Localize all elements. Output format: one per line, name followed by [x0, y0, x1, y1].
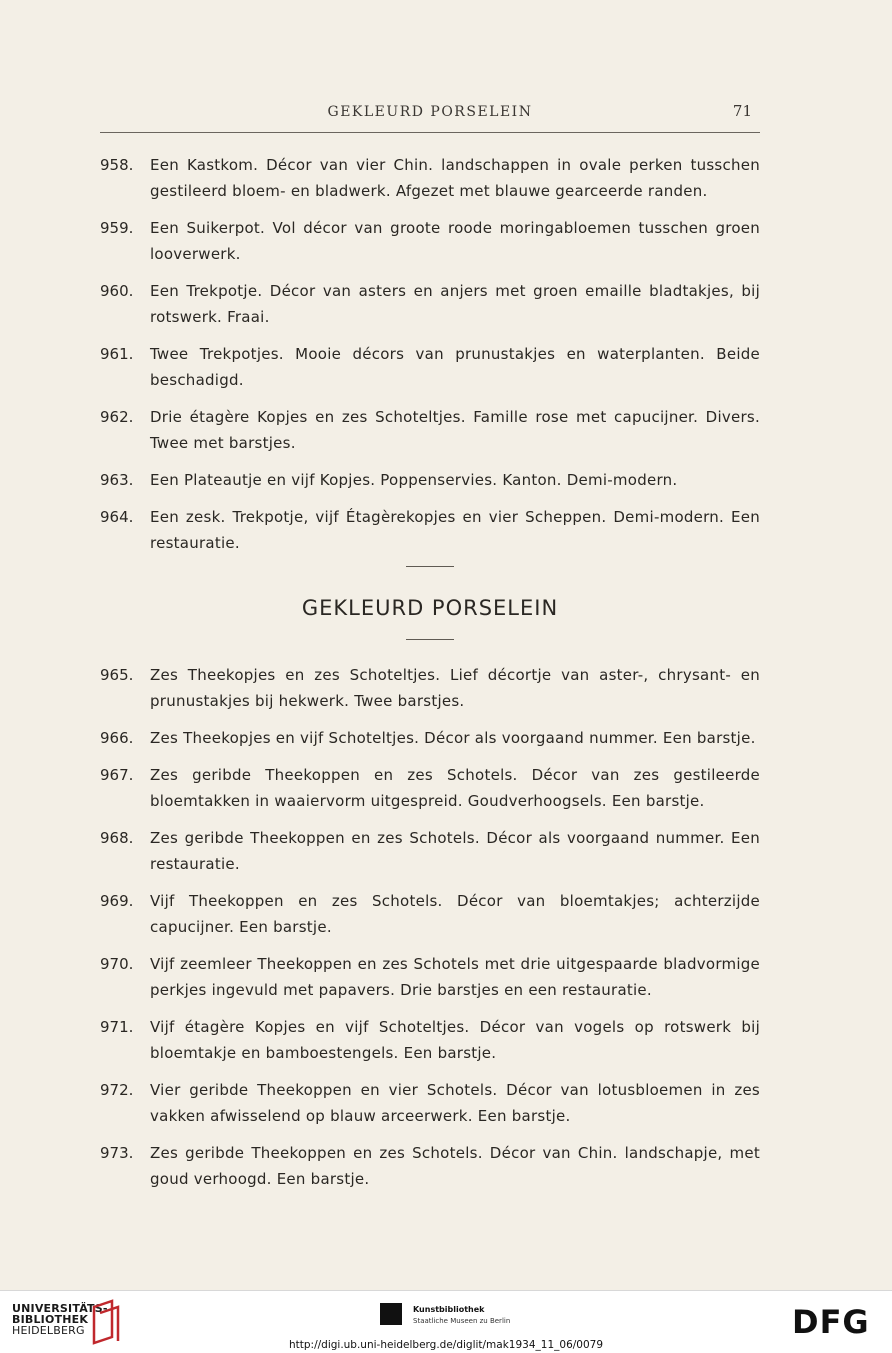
entry-text: Een Suikerpot. Vol décor van groote roode moringabloemen tusschen groen looverwerk. — [150, 219, 760, 263]
entry-number: 960. — [100, 282, 134, 300]
entry-number: 973. — [100, 1144, 134, 1162]
ub-logo-line: UNIVERSITÄTS- — [12, 1302, 108, 1315]
entry-number: 970. — [100, 955, 134, 973]
list-item — [100, 1140, 760, 1192]
running-head — [100, 100, 760, 124]
entry-number: 958. — [100, 156, 134, 174]
list-item — [100, 152, 760, 204]
entry-number: 965. — [100, 666, 134, 684]
ub-logo-line: HEIDELBERG — [12, 1324, 85, 1337]
header-rule — [100, 132, 760, 133]
entry-text: Zes geribde Theekoppen en zes Schotels. Décor van zes gestileerde bloemtakken in waaiervorm uitgespreid. Goudverhoogsels. Een barstje. — [150, 766, 760, 810]
section-divider-bottom — [406, 639, 454, 640]
entry-text: Zes Theekopjes en vijf Schoteltjes. Décor als voorgaand nummer. Een barstje. — [150, 729, 756, 747]
entry-text: Vier geribde Theekoppen en vier Schotels. Décor van lotusbloemen in zes vakken afwisselend op blauw arceerwerk. Een barstje. — [150, 1081, 760, 1125]
ub-logo-line: BIBLIOTHEK — [12, 1313, 89, 1326]
entry-text: Een Kastkom. Décor van vier Chin. landschappen in ovale perken tusschen gestileerd bloem- en bladwerk. Afgezet met blauwe gearceerde randen. — [150, 156, 760, 200]
entry-number: 969. — [100, 892, 134, 910]
entry-text: Twee Trekpotjes. Mooie décors van prunustakjes en waterplanten. Beide beschadigd. — [150, 345, 760, 389]
list-item — [100, 762, 760, 814]
section-title: GEKLEURD PORSELEIN — [301, 596, 559, 620]
list-item — [100, 1014, 760, 1066]
entry-number: 966. — [100, 729, 134, 747]
entry-text: Zes Theekopjes en zes Schoteltjes. Lief décortje van aster-, chrysant- en prunustakjes bij hekwerk. Twee barstjes. — [150, 666, 760, 710]
running-head-title: GEKLEURD PORSELEIN — [327, 104, 533, 120]
entry-number: 964. — [100, 508, 134, 526]
entry-list-top — [100, 152, 760, 567]
entry-number: 961. — [100, 345, 134, 363]
list-item — [100, 1077, 760, 1129]
source-url[interactable]: http://digi.ub.uni-heidelberg.de/diglit/mak1934_11_06/0079 — [288, 1339, 604, 1351]
dfg-logo[interactable]: DFG — [792, 1303, 870, 1341]
list-item — [100, 215, 760, 267]
list-item — [100, 404, 760, 456]
entry-text: Zes geribde Theekoppen en zes Schotels. Décor van Chin. landschapje, met goud verhoogd. Een barstje. — [150, 1144, 760, 1188]
entry-text: Zes geribde Theekoppen en zes Schotels. Décor als voorgaand nummer. Een restauratie. — [150, 829, 760, 873]
entry-number: 962. — [100, 408, 134, 426]
list-item — [100, 504, 760, 556]
entry-text: Een Trekpotje. Décor van asters en anjers met groen emaille bladtakjes, bij rotswerk. Fraai. — [150, 282, 760, 326]
entry-text: Een Plateautje en vijf Kopjes. Poppenservies. Kanton. Demi-modern. — [150, 471, 678, 489]
list-item — [100, 888, 760, 940]
list-item — [100, 725, 760, 751]
entry-number: 968. — [100, 829, 134, 847]
entry-number: 971. — [100, 1018, 134, 1036]
list-item — [100, 341, 760, 393]
kunstbibliothek-name: Kunstbibliothek — [413, 1305, 485, 1314]
ub-book-icon — [90, 1297, 122, 1345]
entry-text: Vijf étagère Kopjes en vijf Schoteltjes. Décor van vogels op rotswerk bij bloemtakje en bamboestengels. Een barstje. — [150, 1018, 760, 1062]
list-item — [100, 662, 760, 714]
entry-list-bottom — [100, 662, 760, 1203]
kunstbibliothek-icon — [380, 1303, 402, 1325]
entry-number: 959. — [100, 219, 134, 237]
entry-text: Drie étagère Kopjes en zes Schoteltjes. Famille rose met capucijner. Divers. Twee met barstjes. — [150, 408, 760, 452]
list-item — [100, 467, 760, 493]
list-item — [100, 825, 760, 877]
footer-bar — [0, 1290, 892, 1353]
list-item — [100, 951, 760, 1003]
entry-number: 963. — [100, 471, 134, 489]
kunstbibliothek-subtitle: Staatliche Museen zu Berlin — [413, 1317, 511, 1325]
entry-number: 967. — [100, 766, 134, 784]
section-divider-top — [406, 566, 454, 567]
entry-number: 972. — [100, 1081, 134, 1099]
list-item — [100, 278, 760, 330]
page-number: 71 — [732, 102, 752, 120]
entry-text: Vijf zeemleer Theekoppen en zes Schotels met drie uitgespaarde bladvormige perkjes ingevuld met papavers. Drie barstjes en een restauratie. — [150, 955, 760, 999]
entry-text: Een zesk. Trekpotje, vijf Étagèrekopjes en vier Scheppen. Demi-modern. Een restauratie. — [150, 508, 760, 552]
entry-text: Vijf Theekoppen en zes Schotels. Décor van bloemtakjes; achterzijde capucijner. Een barstje. — [150, 892, 760, 936]
